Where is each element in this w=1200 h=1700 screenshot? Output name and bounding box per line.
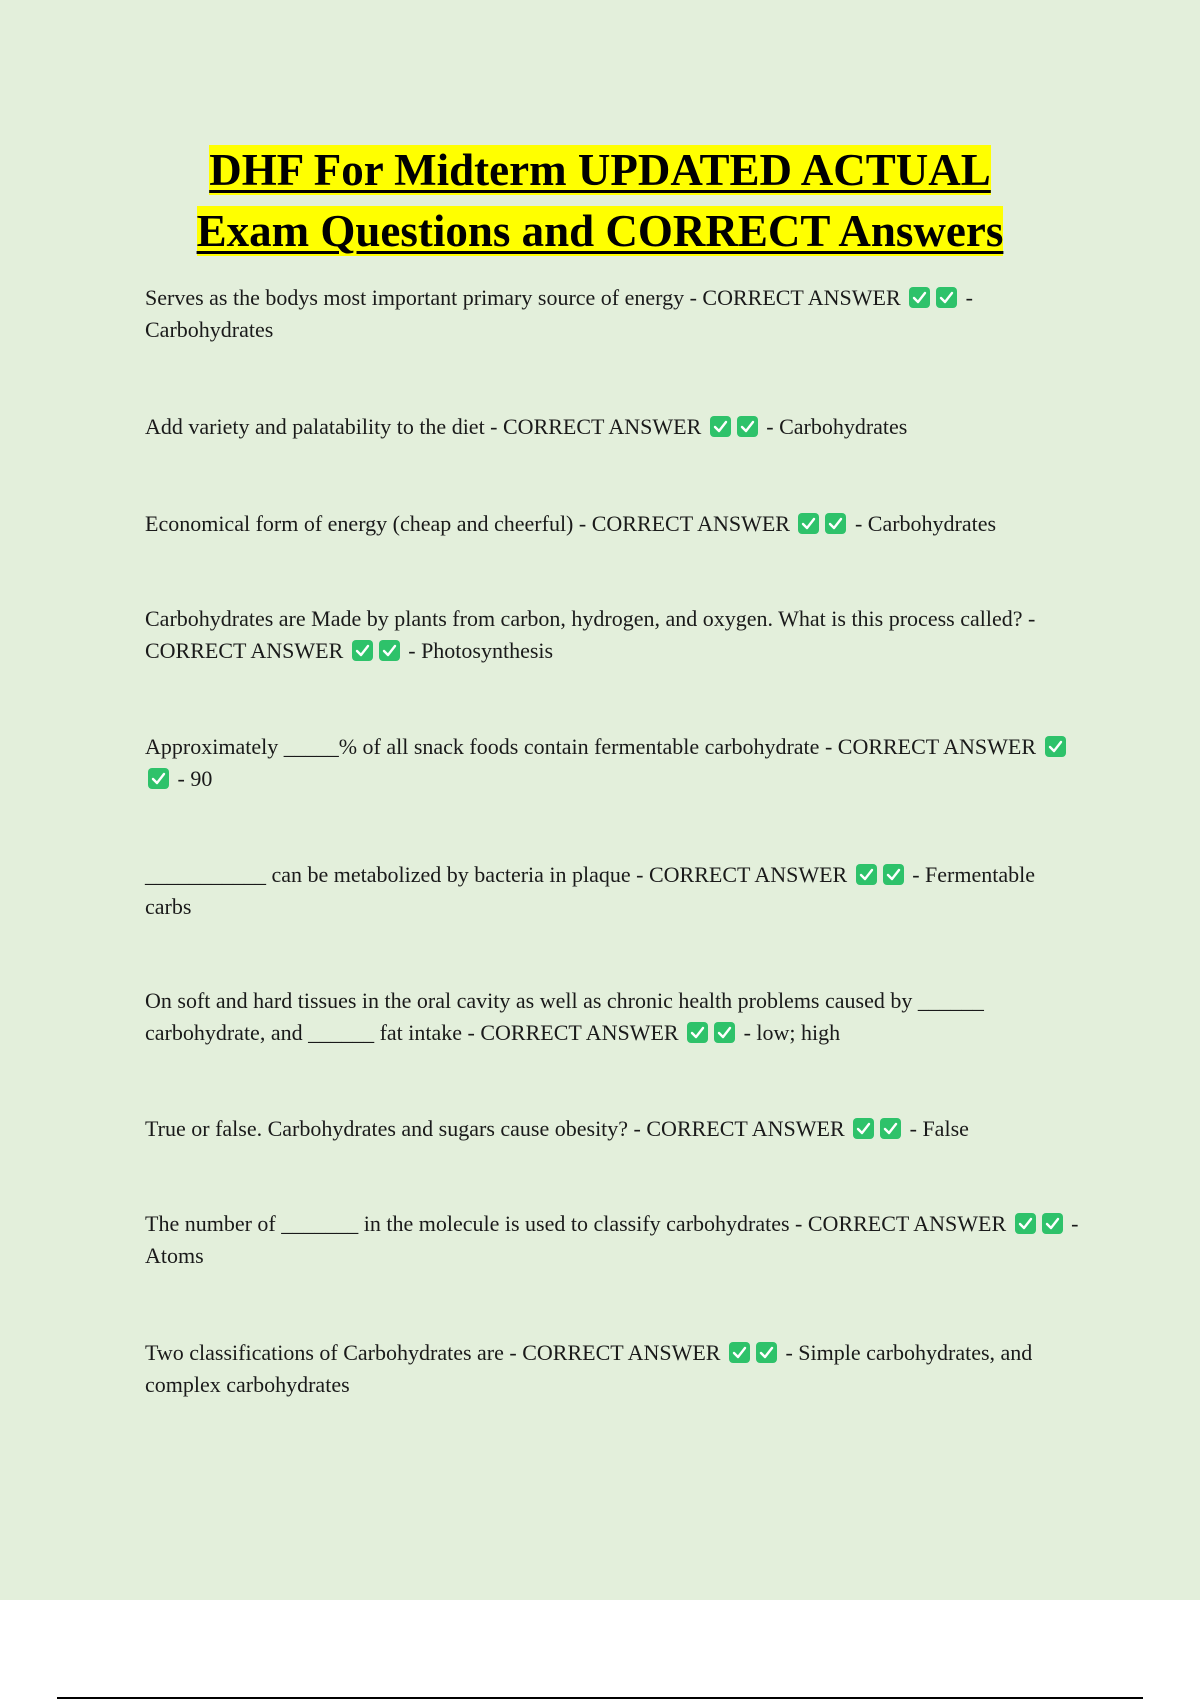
check-mark-icon (714, 1022, 735, 1043)
qa-item (145, 859, 1085, 923)
answer-text: - Photosynthesis (408, 638, 554, 663)
check-mark-icon (856, 864, 877, 885)
check-mark-icon (687, 1022, 708, 1043)
check-mark-icon (853, 1118, 874, 1139)
check-mark-icon (825, 513, 846, 534)
check-mark-icon (880, 1118, 901, 1139)
qa-item (145, 1113, 1085, 1145)
check-mark-icon (883, 864, 904, 885)
answer-text: - Carbohydrates (145, 285, 973, 342)
question-text: ___________ can be metabolized by bacteria in plaque - CORRECT ANSWER (145, 862, 848, 887)
question-text: The number of _______ in the molecule is used to classify carbohydrates - CORRECT ANSWER (145, 1211, 1007, 1236)
check-mark-icon (710, 416, 731, 437)
check-mark-icon (909, 287, 930, 308)
question-text: Serves as the bodys most important primary source of energy - CORRECT ANSWER (145, 285, 901, 310)
title-line-1: DHF For Midterm UPDATED ACTUAL (209, 145, 991, 195)
answer-text: - low; high (743, 1020, 841, 1045)
check-mark-icon (756, 1342, 777, 1363)
check-mark-icon (936, 287, 957, 308)
answer-text: - 90 (177, 766, 213, 791)
check-mark-icon (148, 768, 169, 789)
question-text: True or false. Carbohydrates and sugars cause obesity? - CORRECT ANSWER (145, 1116, 845, 1141)
check-mark-icon (352, 640, 373, 661)
question-text: Carbohydrates are Made by plants from carbon, hydrogen, and oxygen. What is this process called? - CORRECT ANSWER (145, 606, 1036, 663)
check-mark-icon (729, 1342, 750, 1363)
question-text: Add variety and palatability to the diet - CORRECT ANSWER (145, 414, 702, 439)
answer-text: - Simple carbohydrates, and complex carbohydrates (145, 1340, 1033, 1397)
answer-text: - Fermentable carbs (145, 862, 1036, 919)
answer-text: - False (909, 1116, 969, 1141)
answer-text: - Carbohydrates (854, 511, 997, 536)
answer-text: - Carbohydrates (766, 414, 908, 439)
question-text: Two classifications of Carbohydrates are - CORRECT ANSWER (145, 1340, 721, 1365)
qa-item (145, 603, 1085, 667)
qa-item (145, 1208, 1085, 1272)
check-mark-icon (1042, 1213, 1063, 1234)
question-text: On soft and hard tissues in the oral cavity as well as chronic health problems caused by ______ carbohydrate, and ______ fat intake - CORRECT ANSWER (145, 988, 984, 1045)
check-mark-icon (1015, 1213, 1036, 1234)
footer-divider (57, 1697, 1143, 1699)
check-mark-icon (798, 513, 819, 534)
qa-item (145, 1337, 1085, 1401)
qa-item (145, 731, 1085, 795)
qa-item (145, 411, 1085, 443)
question-text: Economical form of energy (cheap and cheerful) - CORRECT ANSWER (145, 511, 790, 536)
check-mark-icon (379, 640, 400, 661)
title-line-2: Exam Questions and CORRECT Answers (196, 206, 1004, 256)
check-mark-icon (1045, 736, 1066, 757)
check-mark-icon (737, 416, 758, 437)
question-text: Approximately _____% of all snack foods contain fermentable carbohydrate - CORRECT ANSWER (145, 734, 1036, 759)
document-title (100, 140, 1100, 262)
qa-item (145, 282, 1085, 346)
qa-item (145, 508, 1085, 540)
qa-item (145, 985, 1085, 1049)
answer-text: - Atoms (145, 1211, 1079, 1268)
